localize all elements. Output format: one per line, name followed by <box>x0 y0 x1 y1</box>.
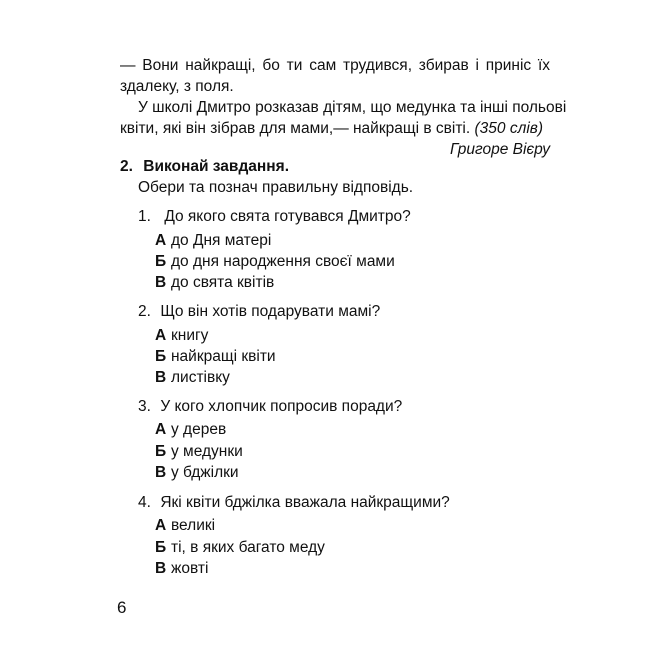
story-line-2: здалеку, з поля. <box>120 78 234 95</box>
option-text: листівку <box>171 369 230 386</box>
option-text: книгу <box>171 327 209 344</box>
question-4 <box>138 493 450 513</box>
option-text: великі <box>171 517 216 534</box>
option-q3-c[interactable] <box>155 463 239 483</box>
option-text: найкращі квіти <box>171 348 276 365</box>
question-text: До якого свята готувався Дмитро? <box>164 208 411 225</box>
question-3 <box>138 397 402 417</box>
question-number: 1. <box>138 208 151 225</box>
option-q3-b[interactable] <box>155 442 243 462</box>
task-header <box>120 157 289 177</box>
story-line-4 <box>120 119 550 139</box>
option-letter: Б <box>155 348 167 365</box>
question-number: 2. <box>138 303 151 320</box>
option-q2-c[interactable] <box>155 368 230 388</box>
option-letter: А <box>155 327 167 344</box>
question-number: 4. <box>138 494 151 511</box>
option-text: до свята квітів <box>171 274 275 291</box>
option-letter: Б <box>155 443 167 460</box>
page-number: 6 <box>117 598 127 617</box>
option-text: у бджілки <box>171 464 239 481</box>
question-1 <box>138 207 411 227</box>
option-q4-c[interactable] <box>155 559 208 579</box>
option-q1-a[interactable] <box>155 231 271 251</box>
option-q3-a[interactable] <box>155 420 226 440</box>
question-text: Які квіти бджілка вважала найкращими? <box>160 494 450 511</box>
option-text: ті, в яких багато меду <box>171 539 325 556</box>
question-text: Що він хотів подарувати мамі? <box>160 303 381 320</box>
option-q4-a[interactable] <box>155 516 215 536</box>
author-name: Григоре Вієру <box>450 141 550 158</box>
story-line-3: У школі Дмитро розказав дітям, що медунка та інші польові <box>138 99 567 116</box>
option-q4-b[interactable] <box>155 538 325 558</box>
option-text: жовті <box>171 560 209 577</box>
option-letter: В <box>155 560 167 577</box>
question-2 <box>138 302 380 322</box>
question-text: У кого хлопчик попросив поради? <box>160 398 403 415</box>
task-instruction: Обери та познач правильну відповідь. <box>138 179 414 196</box>
option-q1-c[interactable] <box>155 273 274 293</box>
task-number: 2. <box>120 158 133 175</box>
option-letter: Б <box>155 539 167 556</box>
option-q2-b[interactable] <box>155 347 276 367</box>
story-line-4-text: квіти, які він зібрав для мами,— найкращі в світі. <box>120 120 471 137</box>
option-text: у медунки <box>171 443 243 460</box>
option-letter: А <box>155 421 167 438</box>
option-q2-a[interactable] <box>155 326 208 346</box>
question-number: 3. <box>138 398 151 415</box>
option-text: до дня народження своєї мами <box>171 253 395 270</box>
option-text: у дерев <box>171 421 227 438</box>
story-line-1: — Вони найкращі, бо ти сам трудився, збирав і приніс їх <box>120 57 550 74</box>
option-letter: А <box>155 232 167 249</box>
option-letter: А <box>155 517 167 534</box>
option-text: до Дня матері <box>171 232 272 249</box>
option-letter: В <box>155 464 167 481</box>
task-title: Виконай завдання. <box>143 158 289 175</box>
option-letter: В <box>155 274 167 291</box>
option-q1-b[interactable] <box>155 252 395 272</box>
option-letter: В <box>155 369 167 386</box>
option-letter: Б <box>155 253 167 270</box>
word-count: (350 слів) <box>474 120 544 137</box>
